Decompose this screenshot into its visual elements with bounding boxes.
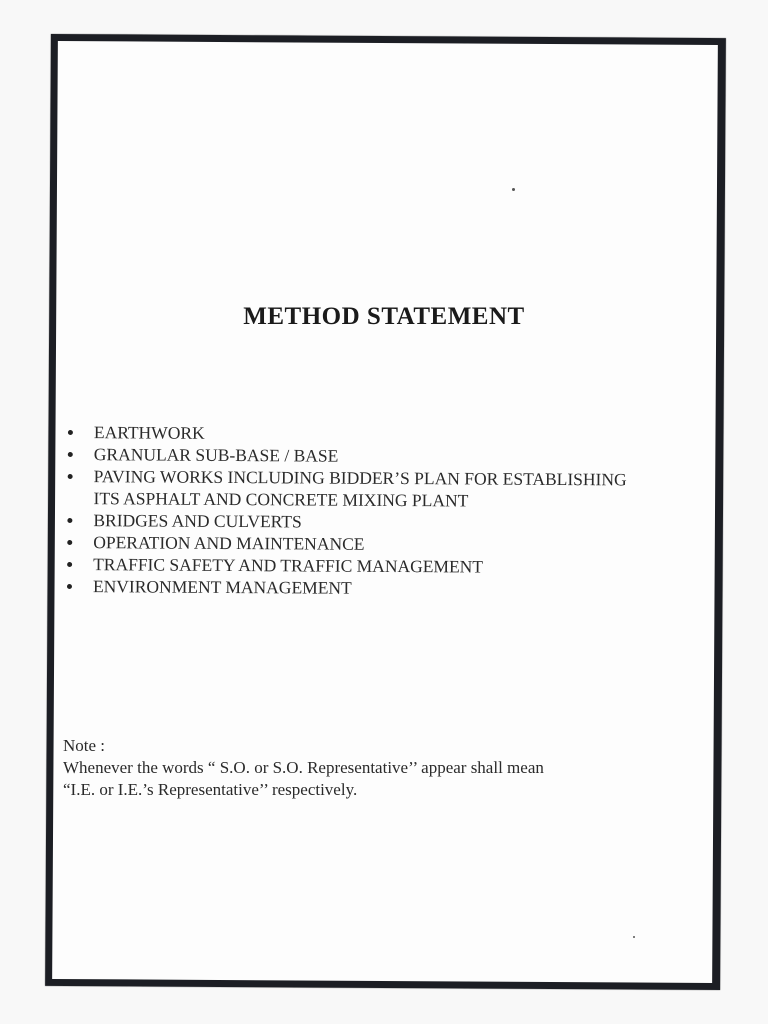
list-item-text: ENVIRONMENT MANAGEMENT bbox=[92, 576, 352, 598]
list-item-text: GRANULAR SUB-BASE / BASE bbox=[93, 444, 339, 466]
bullet-icon bbox=[67, 584, 72, 589]
list-item bbox=[65, 575, 665, 601]
note-line-1: Whenever the words “ S.O. or S.O. Representative’’ appear shall mean bbox=[63, 758, 544, 777]
note-block bbox=[63, 735, 683, 801]
list-item-text: TRAFFIC SAFETY AND TRAFFIC MANAGEMENT bbox=[93, 554, 484, 577]
bullet-icon bbox=[67, 518, 72, 523]
scan-speck bbox=[512, 188, 515, 191]
bullet-icon bbox=[68, 452, 73, 457]
list-item-text: PAVING WORKS INCLUDING BIDDER’S PLAN FOR ESTABLISHING ITS ASPHALT AND CONCRETE MIXING PLANT bbox=[93, 466, 627, 511]
bullet-icon bbox=[67, 562, 72, 567]
list-item bbox=[65, 465, 665, 513]
list-item-text: OPERATION AND MAINTENANCE bbox=[93, 532, 365, 554]
note-line-2: “I.E. or I.E.’s Representative’’ respectively. bbox=[63, 780, 358, 799]
list-item-text: EARTHWORK bbox=[93, 422, 205, 443]
bullet-icon bbox=[68, 430, 73, 435]
note-label: Note : bbox=[63, 736, 106, 755]
list-item-text: BRIDGES AND CULVERTS bbox=[93, 510, 302, 532]
bullet-icon bbox=[68, 474, 73, 479]
bullet-icon bbox=[67, 540, 72, 545]
topic-list bbox=[65, 421, 666, 601]
scan-speck bbox=[633, 936, 635, 938]
document-title: METHOD STATEMENT bbox=[243, 303, 525, 330]
